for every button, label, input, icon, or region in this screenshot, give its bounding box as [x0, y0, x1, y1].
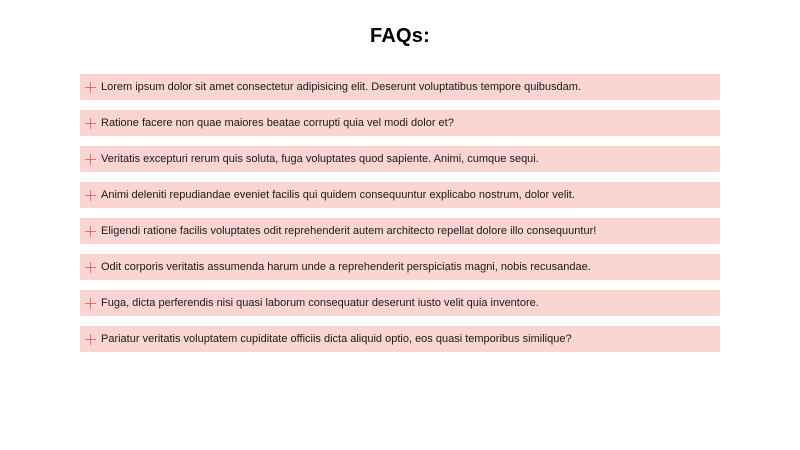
faq-item[interactable] [80, 290, 720, 316]
faq-item[interactable] [80, 110, 720, 136]
plus-icon[interactable] [85, 190, 96, 201]
plus-icon[interactable] [85, 118, 96, 129]
faq-question: Ratione facere non quae maiores beatae corrupti quia vel modi dolor et? [101, 116, 454, 129]
faq-item[interactable] [80, 146, 720, 172]
faq-item[interactable] [80, 74, 720, 100]
plus-icon[interactable] [85, 154, 96, 165]
plus-icon[interactable] [85, 334, 96, 345]
plus-icon[interactable] [85, 226, 96, 237]
faq-item[interactable] [80, 182, 720, 208]
page-title: FAQs: [370, 25, 430, 47]
faq-list [80, 74, 720, 352]
faq-question: Animi deleniti repudiandae eveniet facilis qui quidem consequuntur explicabo nostrum, dolor velit. [101, 188, 575, 201]
faq-item[interactable] [80, 254, 720, 280]
faq-question: Pariatur veritatis voluptatem cupiditate officiis dicta aliquid optio, eos quasi temporibus similique? [101, 332, 572, 345]
faq-question: Lorem ipsum dolor sit amet consectetur adipisicing elit. Deserunt voluptatibus tempore quibusdam. [101, 80, 581, 93]
plus-icon[interactable] [85, 262, 96, 273]
faq-question: Eligendi ratione facilis voluptates odit reprehenderit autem architecto repellat dolore illo consequuntur! [101, 224, 597, 237]
faq-question: Odit corporis veritatis assumenda harum unde a reprehenderit perspiciatis magni, nobis recusandae. [101, 260, 591, 273]
plus-icon[interactable] [85, 298, 96, 309]
faq-question: Fuga, dicta perferendis nisi quasi laborum consequatur deserunt iusto velit quia inventore. [101, 296, 539, 309]
faq-item[interactable] [80, 326, 720, 352]
faq-question: Veritatis excepturi rerum quis soluta, fuga voluptates quod sapiente. Animi, cumque sequi. [101, 152, 539, 165]
faq-item[interactable] [80, 218, 720, 244]
plus-icon[interactable] [85, 82, 96, 93]
